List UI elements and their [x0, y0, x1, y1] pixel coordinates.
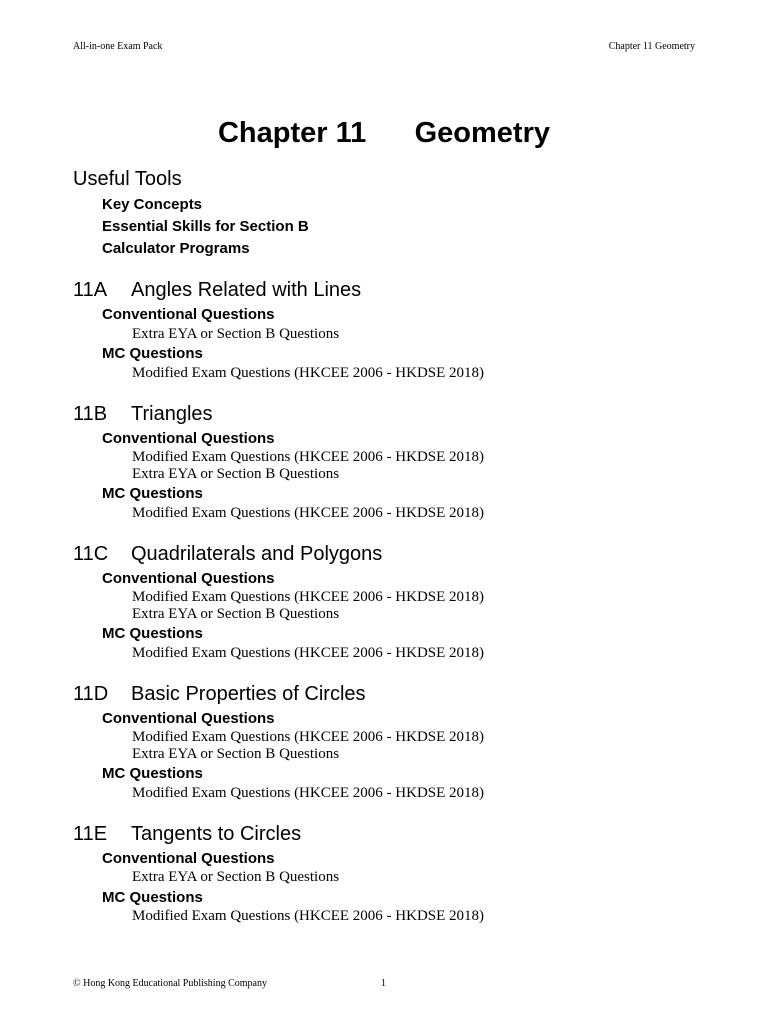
mc-questions-label: MC Questions — [102, 345, 203, 362]
question-set-item: Modified Exam Questions (HKCEE 2006 - HKDSE 2018) — [132, 645, 485, 661]
question-set-item: Modified Exam Questions (HKCEE 2006 - HKDSE 2018) — [132, 589, 485, 605]
conventional-questions-label: Conventional Questions — [102, 710, 275, 727]
section-code: 11A — [73, 279, 108, 301]
mc-questions-label: MC Questions — [102, 765, 203, 782]
footer-copyright: © Hong Kong Educational Publishing Company — [73, 978, 267, 989]
question-set-item: Modified Exam Questions (HKCEE 2006 - HKDSE 2018) — [132, 365, 485, 381]
question-set-item: Extra EYA or Section B Questions — [132, 606, 340, 622]
question-set-item: Modified Exam Questions (HKCEE 2006 - HKDSE 2018) — [132, 505, 485, 521]
page-number: 1 — [381, 978, 386, 989]
chapter-title: Chapter 11 Geometry — [217, 117, 550, 149]
running-header-right: Chapter 11 Geometry — [608, 41, 695, 52]
section-title-11a — [73, 278, 361, 302]
conventional-questions-label: Conventional Questions — [102, 430, 275, 447]
useful-tools-heading: Useful Tools — [73, 168, 182, 190]
section-name: Basic Properties of Circles — [131, 683, 366, 705]
tool-item-calculator-programs: Calculator Programs — [102, 240, 250, 257]
section-title-11b — [73, 402, 213, 426]
question-set-item: Modified Exam Questions (HKCEE 2006 - HKDSE 2018) — [132, 908, 485, 924]
question-set-item: Modified Exam Questions (HKCEE 2006 - HKDSE 2018) — [132, 785, 485, 801]
section-name: Triangles — [131, 403, 213, 425]
mc-questions-label: MC Questions — [102, 625, 203, 642]
question-set-item: Extra EYA or Section B Questions — [132, 746, 340, 762]
section-code: 11C — [73, 543, 109, 565]
mc-questions-label: MC Questions — [102, 485, 203, 502]
question-set-item: Modified Exam Questions (HKCEE 2006 - HKDSE 2018) — [132, 729, 485, 745]
conventional-questions-label: Conventional Questions — [102, 850, 275, 867]
section-code: 11B — [73, 403, 108, 425]
section-title-11d — [73, 682, 366, 706]
question-set-item: Extra EYA or Section B Questions — [132, 869, 340, 885]
question-set-item: Extra EYA or Section B Questions — [132, 326, 340, 342]
section-title-11c — [73, 542, 382, 566]
section-name: Tangents to Circles — [131, 823, 302, 845]
running-header-left: All-in-one Exam Pack — [73, 41, 163, 52]
tool-item-key-concepts: Key Concepts — [102, 196, 203, 213]
section-name: Angles Related with Lines — [131, 279, 362, 301]
tool-item-essential-skills: Essential Skills for Section B — [102, 218, 309, 235]
section-name: Quadrilaterals and Polygons — [131, 543, 383, 565]
conventional-questions-label: Conventional Questions — [102, 306, 275, 323]
section-title-11e — [73, 822, 301, 846]
section-code: 11D — [73, 683, 109, 705]
section-code: 11E — [73, 823, 108, 845]
question-set-item: Extra EYA or Section B Questions — [132, 466, 340, 482]
mc-questions-label: MC Questions — [102, 889, 203, 906]
question-set-item: Modified Exam Questions (HKCEE 2006 - HKDSE 2018) — [132, 449, 485, 465]
conventional-questions-label: Conventional Questions — [102, 570, 275, 587]
